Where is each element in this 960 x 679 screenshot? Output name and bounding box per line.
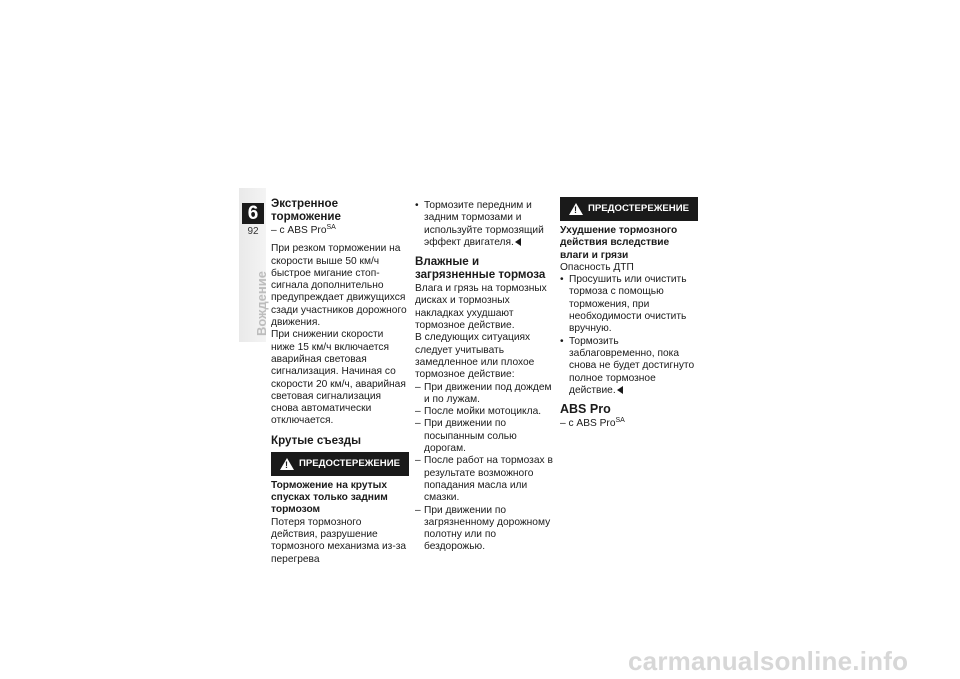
section-title-abs-pro: ABS Pro xyxy=(560,402,611,417)
dash-marker: – xyxy=(415,418,421,430)
end-of-section-icon xyxy=(515,238,521,246)
section-title-emergency-braking: Экстренное торможение xyxy=(271,197,341,223)
dash-marker: – xyxy=(415,504,421,516)
bullet-text-content: Тормозить заблаговременно, пока снова не будет достигнуто полное тормозное действие. xyxy=(569,335,695,396)
bullet-item xyxy=(560,274,698,335)
end-of-section-icon xyxy=(617,386,623,394)
list-item xyxy=(415,382,553,407)
bullet-marker: • xyxy=(415,200,419,211)
list-item-text: При движении под дождем и по лужам. xyxy=(424,381,552,405)
column-2 xyxy=(415,200,553,554)
list-item-text: При движении по посыпанным солью дорогам. xyxy=(424,418,517,455)
paragraph: При снижении скорости ниже 15 км/ч включается аварийная световая сигнализация. Начиная со скорости 20 км/ч, аварийная световая сигнализация снова автоматически отключается. xyxy=(271,329,406,427)
bullet-text-content: Тормозите передним и задним тормозами и используйте тормозящий эффект двигателя. xyxy=(424,200,544,248)
chapter-number: 6 xyxy=(242,203,264,224)
bullet-item xyxy=(415,200,553,249)
equipment-note xyxy=(560,418,698,430)
equipment-sup: SA xyxy=(615,417,625,425)
paragraph: В следующих ситуациях следует учитывать замедленное или плохое тормозное действие: xyxy=(415,332,535,381)
equipment-note-text: – с ABS Pro xyxy=(560,418,616,430)
bullet-marker: • xyxy=(560,274,564,286)
warning-label: ПРЕДОСТЕРЕЖЕНИЕ xyxy=(298,457,401,469)
bullet-text xyxy=(569,336,698,397)
bullet-text: Просушить или очистить тормоза с помощью торможения, при необходимости очистить вручную. xyxy=(569,274,687,335)
warning-banner xyxy=(271,452,409,476)
section-title-steep-descents: Крутые съезды xyxy=(271,433,362,447)
paragraph: Влага и грязь на тормозных дисках и тормозных накладках ухудшают тормозное действие. xyxy=(415,283,547,332)
paragraph: При резком торможении на скорости выше 50 км/ч быстрое мигание стоп-сигнала дополнительно предупреждает движущихся сзади участников дорожного движения. xyxy=(271,243,407,329)
page-number: 92 xyxy=(247,226,259,237)
warning-triangle-icon xyxy=(569,203,583,215)
column-3 xyxy=(560,197,698,430)
section-title-wet-brakes: Влажные и загрязненные тормоза xyxy=(415,255,546,282)
equipment-sup: SA xyxy=(326,224,336,231)
list-item xyxy=(415,505,553,554)
equipment-note-text: – с ABS Pro xyxy=(271,225,327,236)
dash-marker: – xyxy=(415,406,421,418)
dash-marker: – xyxy=(415,381,421,393)
warning-title: Ухудшение тормозного действия вследствие влаги и грязи xyxy=(560,225,678,261)
list-item xyxy=(415,418,553,455)
bullet-text xyxy=(424,200,553,249)
warning-triangle-icon xyxy=(280,458,294,470)
bullet-item xyxy=(560,336,698,397)
column-1 xyxy=(271,197,409,566)
warning-title: Торможение на крутых спусках только задним тормозом xyxy=(271,479,388,516)
warning-label: ПРЕДОСТЕРЕЖЕНИЕ xyxy=(587,202,690,214)
list-item-text: После работ на тормозах в результате возможного попадания масла или смазки. xyxy=(424,455,553,504)
watermark: carmanualsonline.info xyxy=(628,646,909,676)
warning-body: Опасность ДТП xyxy=(560,261,634,273)
dash-marker: – xyxy=(415,455,421,467)
equipment-note xyxy=(271,225,409,237)
list-item xyxy=(415,455,553,504)
list-item-text: После мойки мотоцикла. xyxy=(424,406,542,418)
list-item-text: При движении по загрязненному дорожному полотну или по бездорожью. xyxy=(424,504,551,553)
list-item xyxy=(415,406,553,418)
bullet-marker: • xyxy=(560,335,564,347)
chapter-label: Вождение xyxy=(254,271,269,336)
warning-body: Потеря тормозного действия, разрушение тормозного механизма из-за перегрева xyxy=(271,516,407,565)
warning-banner xyxy=(560,197,698,221)
